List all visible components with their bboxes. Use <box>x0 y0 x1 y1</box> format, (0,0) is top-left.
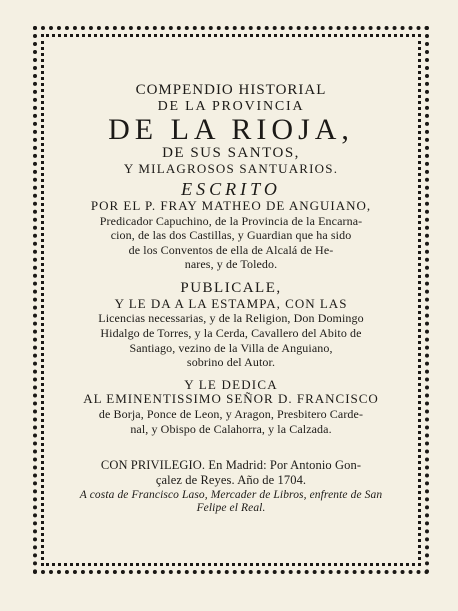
author-desc-line-4: nares, y de Toledo. <box>184 257 278 272</box>
author-desc-line-1: Predicador Capuchino, de la Provincia de la Encarna- <box>99 213 363 228</box>
author-line: POR EL P. FRAY MATHEO DE ANGUIANO, <box>90 197 372 213</box>
publicale-line-3: Hidalgo de Torres, y la Cerda, Cavallero del Abito de <box>100 325 362 340</box>
title-line-2: DE LA PROVINCIA <box>157 98 305 114</box>
title-page-text <box>60 82 402 514</box>
dedica-line-2: de Borja, Ponce de Leon, y Aragon, Presbitero Carde- <box>98 406 364 421</box>
escrito-heading: ESCRITO <box>181 178 281 199</box>
imprint-italic-line-2: Felipe el Real. <box>196 501 266 514</box>
publicale-line-5: sobrino del Autor. <box>186 355 276 370</box>
imprint-italic-line-1: A costa de Francisco Laso, Mercader de Libros, enfrente de San <box>79 488 383 501</box>
imprint-line-2: çalez de Reyes. Año de 1704. <box>155 473 307 488</box>
publicale-line-4: Santiago, vezino de la Villa de Anguiano, <box>129 340 333 355</box>
dedica-heading: Y LE DEDICA <box>184 376 278 392</box>
author-desc-line-2: cion, de las dos Castillas, y Guardian que ha sido <box>110 228 352 243</box>
imprint-line-1: CON PRIVILEGIO. En Madrid: Por Antonio Gon- <box>100 458 362 473</box>
dedica-line-1: AL EMINENTISSIMO SEÑOR D. FRANCISCO <box>83 391 379 407</box>
title-line-1: COMPENDIO HISTORIAL <box>135 82 327 98</box>
title-line-5: Y MILAGROSOS SANTUARIOS. <box>123 161 339 177</box>
publicale-line-2: Licencias necessarias, y de la Religion, Don Domingo <box>98 311 364 326</box>
publicale-line-1: Y LE DA A LA ESTAMPA, CON LAS <box>114 295 348 311</box>
title-line-4: DE SUS SANTOS, <box>162 145 300 162</box>
main-title: DE LA RIOJA, <box>108 113 354 147</box>
publicale-heading: PUBLICALE, <box>180 280 282 297</box>
author-desc-line-3: de los Conventos de ella de Alcalá de He- <box>128 242 334 257</box>
dedica-line-3: nal, y Obispo de Calahorra, y la Calzada. <box>130 421 332 436</box>
